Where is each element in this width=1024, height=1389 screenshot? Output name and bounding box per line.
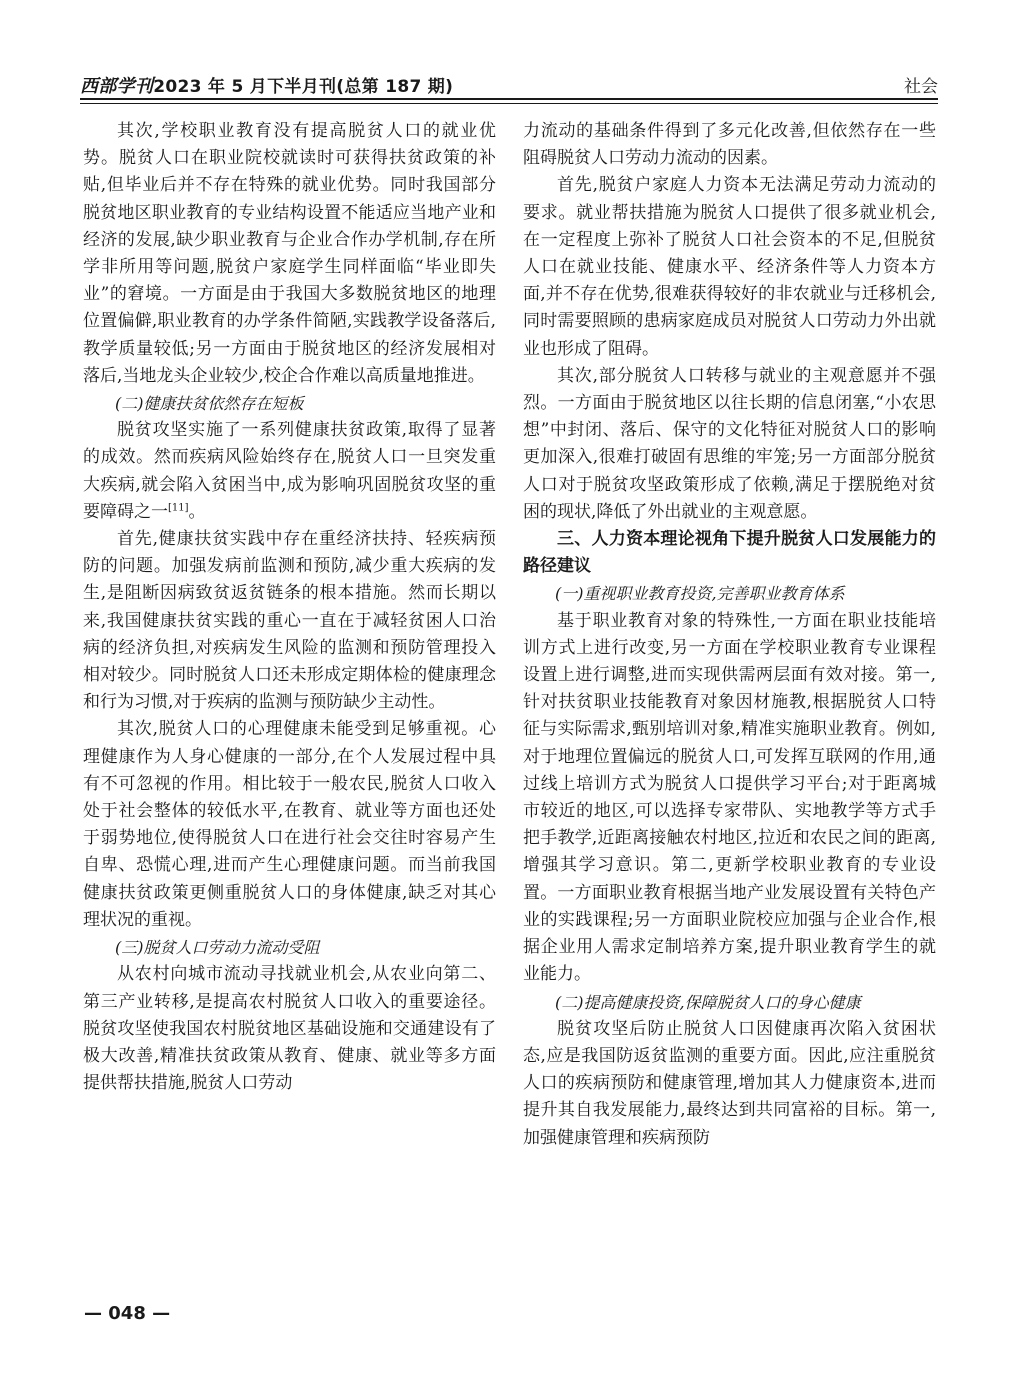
paragraph	[83, 417, 496, 526]
paragraph: 其次,部分脱贫人口转移与就业的主观意愿并不强烈。一方面由于脱贫地区以往长期的信息闭塞,“小农思想”中封闭、落后、保守的文化特征对脱贫人口的影响更加深入,很难打破固有思维的牢笼;另一方面部分脱贫人口对于脱贫攻坚政策形成了依赖,满足于摆脱绝对贫困的现状,降低了外出就业的主观意愿。	[523, 365, 936, 522]
section-label: 社会	[904, 77, 938, 97]
paragraph-continued: 力流动的基础条件得到了多元化改善,但依然存在一些阻碍脱贫人口劳动力流动的因素。	[523, 121, 936, 169]
left-column	[83, 118, 496, 1097]
issue-info: 2023 年 5 月下半月刊(总第 187 期)	[153, 77, 454, 97]
header-rule-thin	[80, 103, 938, 104]
section-heading: 三、人力资本理论视角下提升脱贫人口发展能力的路径建议	[523, 529, 936, 577]
subsection-heading: (二)健康扶贫依然存在短板	[115, 394, 304, 414]
subsection-heading: (三)脱贫人口劳动力流动受阻	[115, 938, 320, 958]
citation-ref: [11]	[168, 502, 189, 514]
paragraph: 首先,脱贫户家庭人力资本无法满足劳动力流动的要求。就业帮扶措施为脱贫人口提供了很多就业机会,在一定程度上弥补了脱贫人口社会资本的不足,但脱贫人口在就业技能、健康水平、经济条件等人力资本方面,并不存在优势,很难获得较好的非农就业与迁移机会,同时需要照顾的患病家庭成员对脱贫人口劳动力外出就业也形成了阻碍。	[523, 175, 936, 359]
paragraph: 其次,学校职业教育没有提高脱贫人口的就业优势。脱贫人口在职业院校就读时可获得扶贫政策的补贴,但毕业后并不存在特殊的就业优势。同时我国部分脱贫地区职业教育的专业结构设置不能适应当地产业和经济的发展,缺少职业教育与企业合作办学机制,存在所学非所用等问题,脱贫户家庭学生同样面临“毕业即失业”的窘境。一方面是由于我国大多数脱贫地区的地理位置偏僻,职业教育的办学条件简陋,实践教学设备落后,教学质量较低;另一方面由于脱贫地区的经济发展相对落后,当地龙头企业较少,校企合作难以高质量地推进。	[83, 121, 496, 386]
journal-masthead	[80, 72, 453, 98]
paragraph: 基于职业教育对象的特殊性,一方面在职业技能培训方式上进行改变,另一方面在学校职业教育专业课程设置上进行调整,进而实现供需两层面有效对接。第一,针对扶贫职业技能教育对象因材施教,根据脱贫人口特征与实际需求,甄别培训对象,精准实施职业教育。例如,对于地理位置偏远的脱贫人口,可发挥互联网的作用,通过线上培训方式为脱贫人口提供学习平台;对于距离城市较近的地区,可以选择专家带队、实地教学等方式手把手教学,近距离接触农村地区,拉近和农民之间的距离,增强其学习意识。第二,更新学校职业教育的专业设置。一方面职业教育根据当地产业发展设置有关特色产业的实践课程;另一方面职业院校应加强与企业合作,根据企业用人需求定制培养方案,提升职业教育学生的就业能力。	[523, 610, 936, 985]
header-rule-thick	[80, 98, 938, 100]
paragraph: 脱贫攻坚后防止脱贫人口因健康再次陷入贫困状态,应是我国防返贫监测的重要方面。因此,应注重脱贫人口的疾病预防和健康管理,增加其人力健康资本,进而提升其自我发展能力,最终达到共同富裕的目标。第一,加强健康管理和疾病预防	[523, 1018, 936, 1148]
running-header	[80, 70, 938, 104]
paragraph: 其次,脱贫人口的心理健康未能受到足够重视。心理健康作为人身心健康的一部分,在个人发展过程中具有不可忽视的作用。相比较于一般农民,脱贫人口收入处于社会整体的较低水平,在教育、就业等方面也还处于弱势地位,使得脱贫人口在进行社会交往时容易产生自卑、恐慌心理,进而产生心理健康问题。而当前我国健康扶贫政策更侧重脱贫人口的身体健康,缺乏对其心理状况的重视。	[83, 719, 496, 930]
paragraph-text: 脱贫攻坚实施了一系列健康扶贫政策,取得了显著的成效。然而疾病风险始终存在,脱贫人口一旦突发重大疾病,就会陷入贫困当中,成为影响巩固脱贫攻坚的重要障碍之一	[83, 420, 496, 522]
right-column	[523, 118, 936, 1152]
paragraph: 从农村向城市流动寻找就业机会,从农业向第二、第三产业转移,是提高农村脱贫人口收入的重要途径。脱贫攻坚使我国农村脱贫地区基础设施和交通建设有了极大改善,精准扶贫政策从教育、健康、就业等多方面提供帮扶措施,脱贫人口劳动	[83, 964, 496, 1094]
journal-name: 西部学刊	[80, 76, 154, 97]
paragraph-end: 。	[188, 501, 206, 522]
paragraph: 首先,健康扶贫实践中存在重经济扶持、轻疾病预防的问题。加强发病前监测和预防,减少重大疾病的发生,是阻断因病致贫返贫链条的根本措施。然而长期以来,我国健康扶贫实践的重心一直在于减轻贫困人口治病的经济负担,对疾病发生风险的监测和预防管理投入相对较少。同时脱贫人口还未形成定期体检的健康理念和行为习惯,对于疾病的监测与预防缺少主动性。	[83, 529, 496, 713]
subsection-heading: (二)提高健康投资,保障脱贫人口的身心健康	[555, 992, 861, 1012]
page-number: — 048 —	[84, 1303, 171, 1324]
subsection-heading: (一)重视职业教育投资,完善职业教育体系	[555, 584, 845, 604]
